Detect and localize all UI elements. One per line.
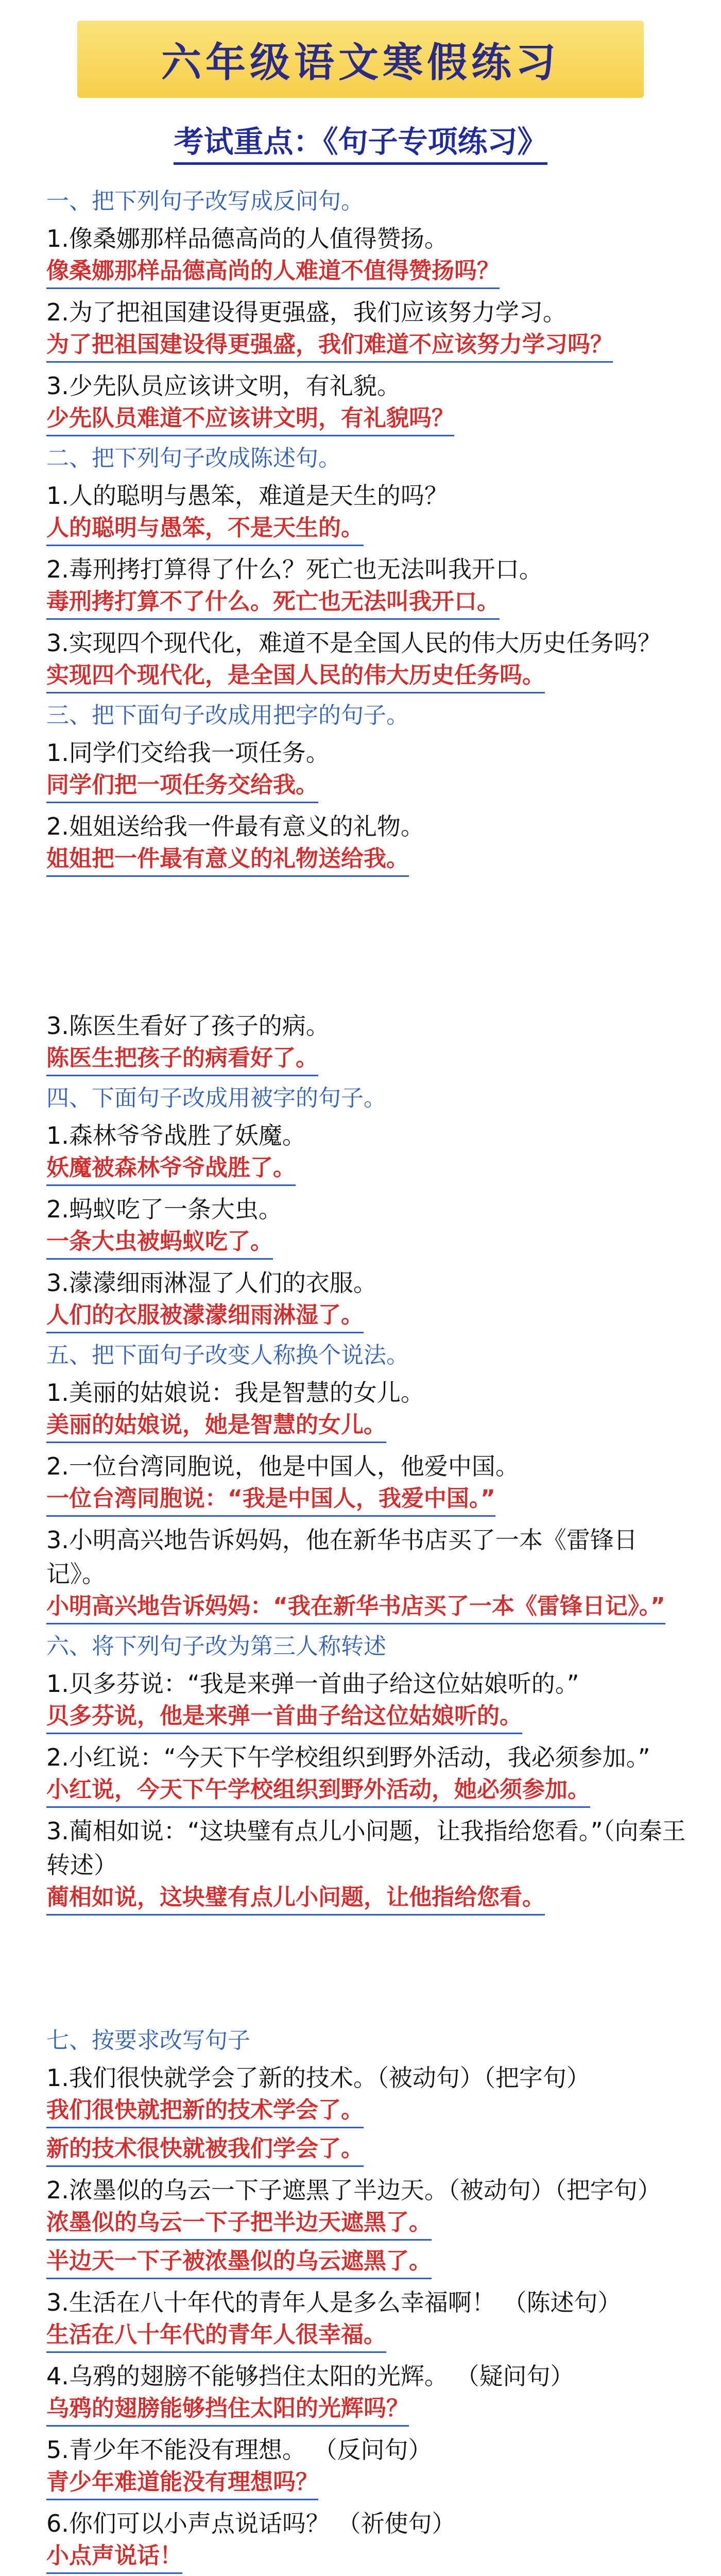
answer: 我们很快就把新的技术学会了。	[46, 2095, 364, 2128]
question: 1.美丽的姑娘说：我是智慧的女儿。	[46, 1379, 424, 1406]
answer: 妖魔被森林爷爷战胜了。	[46, 1153, 296, 1186]
answer: 毒刑拷打算不了什么。死亡也无法叫我开口。	[46, 586, 500, 620]
answer: 同学们把一项任务交给我。	[46, 770, 318, 803]
section-heading: 一、把下列句子改写成反问句。	[46, 188, 364, 214]
section-heading: 七、按要求改写句子	[46, 2027, 250, 2054]
question: 3.实现四个现代化，难道不是全国人民的伟大历史任务吗？	[46, 629, 661, 657]
question: 1.同学们交给我一项任务。	[46, 739, 330, 767]
question: 2.小红说：“今天下午学校组织到野外活动，我必须参加。”	[46, 1743, 650, 1771]
answer: 半边天一下子被浓墨似的乌云遮黑了。	[46, 2246, 432, 2279]
answer: 像桑娜那样品德高尚的人难道不值得赞扬吗？	[46, 256, 500, 289]
question: 3.小明高兴地告诉妈妈，他在新华书店买了一本《雷锋日记》。	[46, 1526, 638, 1588]
answer: 乌鸦的翅膀能够挡住太阳的光辉吗？	[46, 2393, 409, 2427]
answer: 小点声说话！	[46, 2540, 182, 2574]
section-heading: 六、将下列句子改为第三人称转述	[46, 1633, 386, 1659]
answer: 浓墨似的乌云一下子把半边天遮黑了。	[46, 2207, 432, 2241]
section-6	[0, 1630, 721, 1919]
subtitle-text: 考试重点：《句子专项练习》	[174, 124, 547, 165]
answer: 人们的衣服被濛濛细雨淋湿了。	[46, 1300, 364, 1333]
title-banner	[77, 21, 644, 98]
answer: 为了把祖国建设得更强盛，我们难道不应该努力学习吗？	[46, 329, 613, 363]
question: 6.你们可以小声点说话吗？ （祈使句）	[46, 2510, 456, 2537]
section-5	[0, 1338, 721, 1628]
answer: 新的技术很快就被我们学会了。	[46, 2133, 364, 2167]
answer: 美丽的姑娘说，她是智慧的女儿。	[46, 1410, 386, 1443]
question: 5.青少年不能没有理想。 （反问句）	[46, 2436, 432, 2464]
answer: 青少年难道能没有理想吗？	[46, 2467, 318, 2500]
section-7	[0, 2024, 721, 2576]
answer: 小明高兴地告诉妈妈：“我在新华书店买了一本《雷锋日记》。”	[46, 1591, 665, 1624]
answer: 生活在八十年代的青年人很幸福。	[46, 2319, 386, 2353]
question: 1.人的聪明与愚笨，难道是天生的吗？	[46, 482, 448, 510]
section-4	[0, 1081, 721, 1336]
question: 3.少先队员应该讲文明，有礼貌。	[46, 372, 401, 400]
page-subtitle	[0, 117, 721, 161]
section-2	[0, 442, 721, 697]
section-heading: 二、把下列句子改成陈述句。	[46, 445, 341, 471]
question: 1.贝多芬说：“我是来弹一首曲子给这位姑娘听的。”	[46, 1670, 579, 1698]
question: 1.像桑娜那样品德高尚的人值得赞扬。	[46, 225, 448, 252]
question: 2.一位台湾同胞说，他是中国人，他爱中国。	[46, 1452, 519, 1480]
answer: 小红说，今天下午学校组织到野外活动，她必须参加。	[46, 1774, 590, 1808]
question: 2.为了把祖国建设得更强盛，我们应该努力学习。	[46, 298, 566, 326]
question: 1.森林爷爷战胜了妖魔。	[46, 1122, 306, 1149]
question: 4.乌鸦的翅膀不能够挡住太阳的光辉。 （疑问句）	[46, 2362, 574, 2390]
answer: 实现四个现代化，是全国人民的伟大历史任务吗。	[46, 660, 545, 693]
answer: 蔺相如说，这块璧有点儿小问题，让他指给您看。	[46, 1882, 545, 1916]
answer: 一位台湾同胞说：“我是中国人，我爱中国。”	[46, 1483, 495, 1517]
section-heading: 五、把下面句子改变人称换个说法。	[46, 1342, 409, 1368]
answer: 少先队员难道不应该讲文明，有礼貌吗？	[46, 403, 454, 436]
answer: 贝多芬说，他是来弹一首曲子给这位姑娘听的。	[46, 1701, 522, 1734]
section-1	[0, 184, 721, 439]
answer: 一条大虫被蚂蚁吃了。	[46, 1226, 273, 1260]
answer: 人的聪明与愚笨，不是天生的。	[46, 513, 364, 546]
section-heading: 四、下面句子改成用被字的句子。	[46, 1085, 386, 1111]
question: 2.毒刑拷打算得了什么？死亡也无法叫我开口。	[46, 555, 543, 583]
section-3	[0, 699, 721, 1079]
question: 1.我们很快就学会了新的技术。（被动句）（把字句）	[46, 2064, 590, 2092]
question: 3.蔺相如说：“这块璧有点儿小问题，让我指给您看。”（向秦王转述）	[46, 1817, 686, 1879]
question: 3.陈医生看好了孩子的病。	[46, 1012, 330, 1040]
answer: 陈医生把孩子的病看好了。	[46, 1043, 318, 1076]
question: 2.蚂蚁吃了一条大虫。	[46, 1195, 282, 1223]
question: 2.姐姐送给我一件最有意义的礼物。	[46, 812, 424, 840]
question: 3.生活在八十年代的青年人是多么幸福啊！ （陈述句）	[46, 2289, 622, 2316]
section-heading: 三、把下面句子改成用把字的句子。	[46, 702, 409, 728]
answer: 姐姐把一件最有意义的礼物送给我。	[46, 843, 409, 877]
question: 2.浓墨似的乌云一下子遮黑了半边天。（被动句）（把字句）	[46, 2176, 661, 2204]
question: 3.濛濛细雨淋湿了人们的衣服。	[46, 1269, 377, 1297]
page-title: 六年级语文寒假练习	[161, 40, 560, 86]
